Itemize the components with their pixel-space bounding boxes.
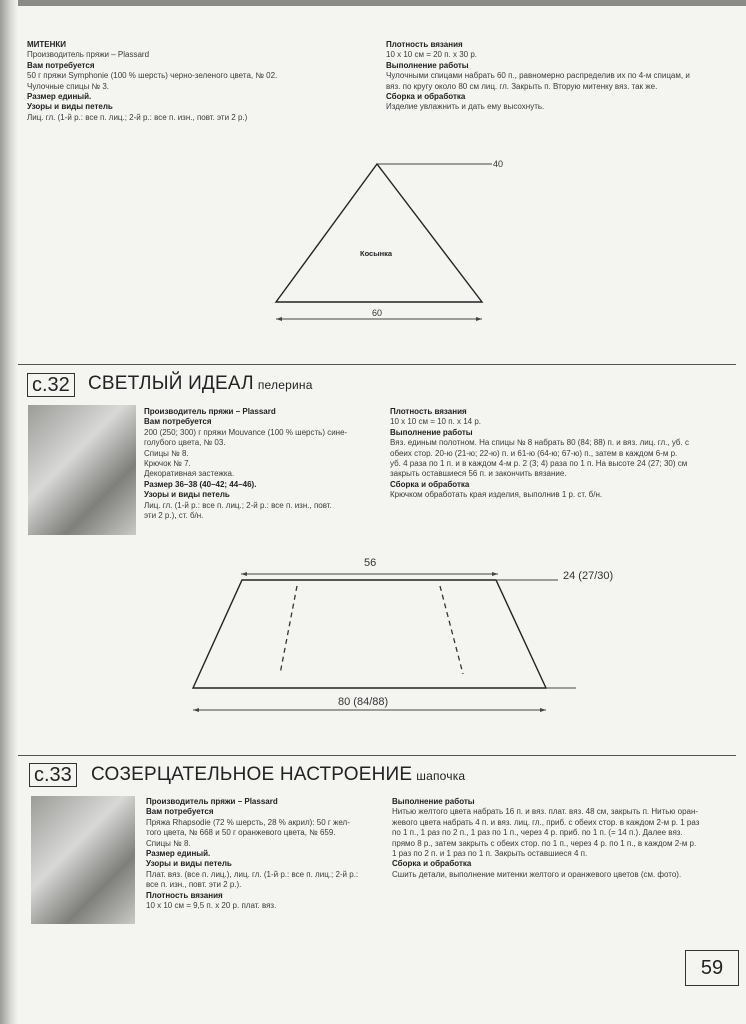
text-line: Плат. вяз. (все п. лиц.), лиц. гл. (1-й р.: все п. лиц.; 2-й р.: — [146, 869, 359, 879]
text-line: того цвета, № 668 и 50 г оранжевого цвета, № 659. — [146, 828, 336, 838]
page-number: 59 — [685, 950, 739, 986]
text-heading: Плотность вязания — [146, 890, 223, 900]
top-dim-label: 40 — [493, 159, 504, 169]
mittens-right-text — [386, 40, 731, 113]
section33-title-text: СОЗЕРЦАТЕЛЬНОЕ НАСТРОЕНИЕ — [91, 764, 413, 785]
text-line: Чулочные спицы № 3. — [27, 81, 110, 91]
text-line: Изделие увлажнить и дать ему высохнуть. — [386, 102, 545, 112]
text-heading: Размер единый. — [27, 92, 92, 102]
text-heading: Вам потребуется — [146, 807, 214, 817]
text-heading: Вам потребуется — [27, 60, 95, 70]
section33-title — [91, 764, 465, 786]
text-line: 10 х 10 см = 10 п. х 14 р. — [390, 417, 481, 427]
arrow-right-icon — [540, 708, 546, 712]
text-line: 200 (250; 300) г пряжи Mouvance (100 % шерсть) сине- — [144, 427, 348, 437]
text-line: Сшить детали, выполнение митенки желтого и оранжевого цветов (см. фото). — [392, 869, 682, 879]
section32-right-text — [390, 407, 735, 501]
text-heading: Плотность вязания — [386, 40, 463, 49]
arrow-right-icon — [492, 572, 498, 576]
text-line: 50 г пряжи Symphonie (100 % шерсть) черно-зеленого цвета, № 02. — [27, 71, 278, 81]
arrow-left-icon — [193, 708, 199, 712]
text-line: уб. 4 раза по 1 п. и в каждом 4-м р. 2 (3; 4) раза по 1 п. На высоте 24 (27; 30) см — [390, 459, 688, 469]
text-heading: Выполнение работы — [390, 427, 473, 437]
section32-title-text: СВЕТЛЫЙ ИДЕАЛ — [88, 373, 254, 394]
section32-title — [88, 373, 313, 395]
text-heading: МИТЕНКИ — [27, 40, 67, 49]
section33-photo — [31, 796, 135, 924]
section33-number: с.33 — [29, 763, 77, 787]
text-heading: Плотность вязания — [390, 407, 467, 416]
text-line: Пряжа Rhapsodie (72 % шерсть, 28 % акрил): 50 г жел- — [146, 817, 350, 827]
text-heading: Сборка и обработка — [390, 479, 470, 489]
text-heading: Выполнение работы — [392, 797, 475, 806]
text-line: Лиц. гл. (1-й р.: все п. лиц.; 2-й р.: все п. изн., повт. эти 2 р.) — [27, 112, 248, 122]
arrow-right-icon — [476, 317, 482, 321]
book-spine-shadow — [0, 0, 18, 1024]
bottom-dim-label: 60 — [372, 308, 383, 318]
text-line: 10 х 10 см = 9,5 п. х 20 р. плат. вяз. — [146, 901, 277, 911]
text-line: Крючком обработать края изделия, выполнив 1 р. ст. б/н. — [390, 490, 603, 500]
text-heading: Сборка и обработка — [386, 92, 466, 102]
triangle-shape — [276, 164, 482, 302]
text-line: Крючок № 7. — [144, 459, 191, 469]
text-line: Спицы № 8. — [144, 448, 189, 458]
text-heading: Узоры и виды петель — [27, 102, 113, 112]
page-top-edge — [0, 0, 746, 6]
triangle-label: Косынка — [360, 249, 393, 258]
text-line: закрыть оставшиеся 56 п. и закончить вязание. — [390, 469, 567, 479]
mittens-left-text — [27, 40, 357, 123]
fold-line-left — [280, 586, 297, 674]
text-line: Чулочными спицами набрать 60 п., равномерно распределив их по 4-м спицам, и — [386, 71, 690, 81]
text-line: по 1 п., 1 раз по 2 п., 1 раз по 1 п., через 4 р. приб. по 1 п. (= 14 п.). Далее вяз. — [392, 828, 683, 838]
text-line: Спицы № 8. — [146, 838, 191, 848]
text-line: Вяз. единым полотном. На спицы № 8 набрать 80 (84; 88) п. и вяз. лиц. гл., уб. с — [390, 438, 689, 448]
text-line: эти 2 р.), ст. б/н. — [144, 511, 204, 521]
bottom-dim-label: 80 (84/88) — [338, 696, 389, 708]
section33-rule — [18, 755, 736, 756]
text-line: Декоративная застежка. — [144, 469, 235, 479]
text-heading: Размер единый. — [146, 849, 211, 859]
text-heading: Выполнение работы — [386, 60, 469, 70]
text-heading: Производитель пряжи – Plassard — [144, 407, 276, 416]
triangle-diagram — [260, 152, 520, 322]
fold-line-right — [440, 586, 463, 674]
trapezoid-diagram — [180, 552, 640, 717]
text-line: голубого цвета, № 03. — [144, 438, 226, 448]
side-dim-label: 24 (27/30) — [563, 570, 614, 582]
arrow-left-icon — [241, 572, 247, 576]
text-line: Производитель пряжи – Plassard — [27, 50, 150, 60]
section33-left-text — [146, 797, 384, 911]
trapezoid-shape — [193, 580, 546, 688]
text-line: жевого цвета набрать 4 п. и вяз. лиц. гл., приб. с обеих стор. в каждом 2-м р. 1 раз — [392, 817, 700, 827]
top-dim-label: 56 — [364, 557, 377, 569]
text-line: 10 х 10 см = 20 п. х 30 р. — [386, 50, 477, 60]
text-line: обеих стор. 20-ю (21-ю; 22-ю) п. и 61-ю (64-ю; 67-ю) п., затем в каждом 6-м р. — [390, 448, 678, 458]
text-line: 1 раз по 2 п. и 1 раз по 1 п. Закрыть оставшиеся 4 п. — [392, 849, 588, 859]
arrow-left-icon — [276, 317, 282, 321]
text-heading: Сборка и обработка — [392, 859, 472, 869]
text-heading: Узоры и виды петель — [144, 490, 230, 500]
text-line: все п. изн., повт. эти 2 р.). — [146, 880, 242, 890]
section32-rule — [18, 364, 736, 365]
text-line: Лиц. гл. (1-й р.: все п. лиц.; 2-й р.: все п. изн., повт. — [144, 500, 332, 510]
text-heading: Вам потребуется — [144, 417, 212, 427]
section32-number: с.32 — [27, 373, 75, 397]
text-line: Нитью желтого цвета набрать 16 п. и вяз. плат. вяз. 48 см, закрыть п. Нитью оран- — [392, 807, 699, 817]
section33-right-text — [392, 797, 737, 880]
section32-subtitle: пелерина — [257, 378, 313, 392]
section32-photo — [28, 405, 136, 535]
text-heading: Узоры и виды петель — [146, 859, 232, 869]
text-line: вяз. по кругу около 80 см лиц. гл. Закрыть п. Вторую митенку вяз. так же. — [386, 81, 658, 91]
text-heading: Размер 36–38 (40–42; 44–46). — [144, 479, 257, 489]
section33-subtitle: шапочка — [416, 769, 466, 783]
text-heading: Производитель пряжи – Plassard — [146, 797, 278, 806]
section32-left-text — [144, 407, 382, 521]
text-line: прямо 8 р., затем закрыть с обеих стор. по 1 п., через 4 р. по 1 п., в каждом 2-м р. — [392, 838, 697, 848]
